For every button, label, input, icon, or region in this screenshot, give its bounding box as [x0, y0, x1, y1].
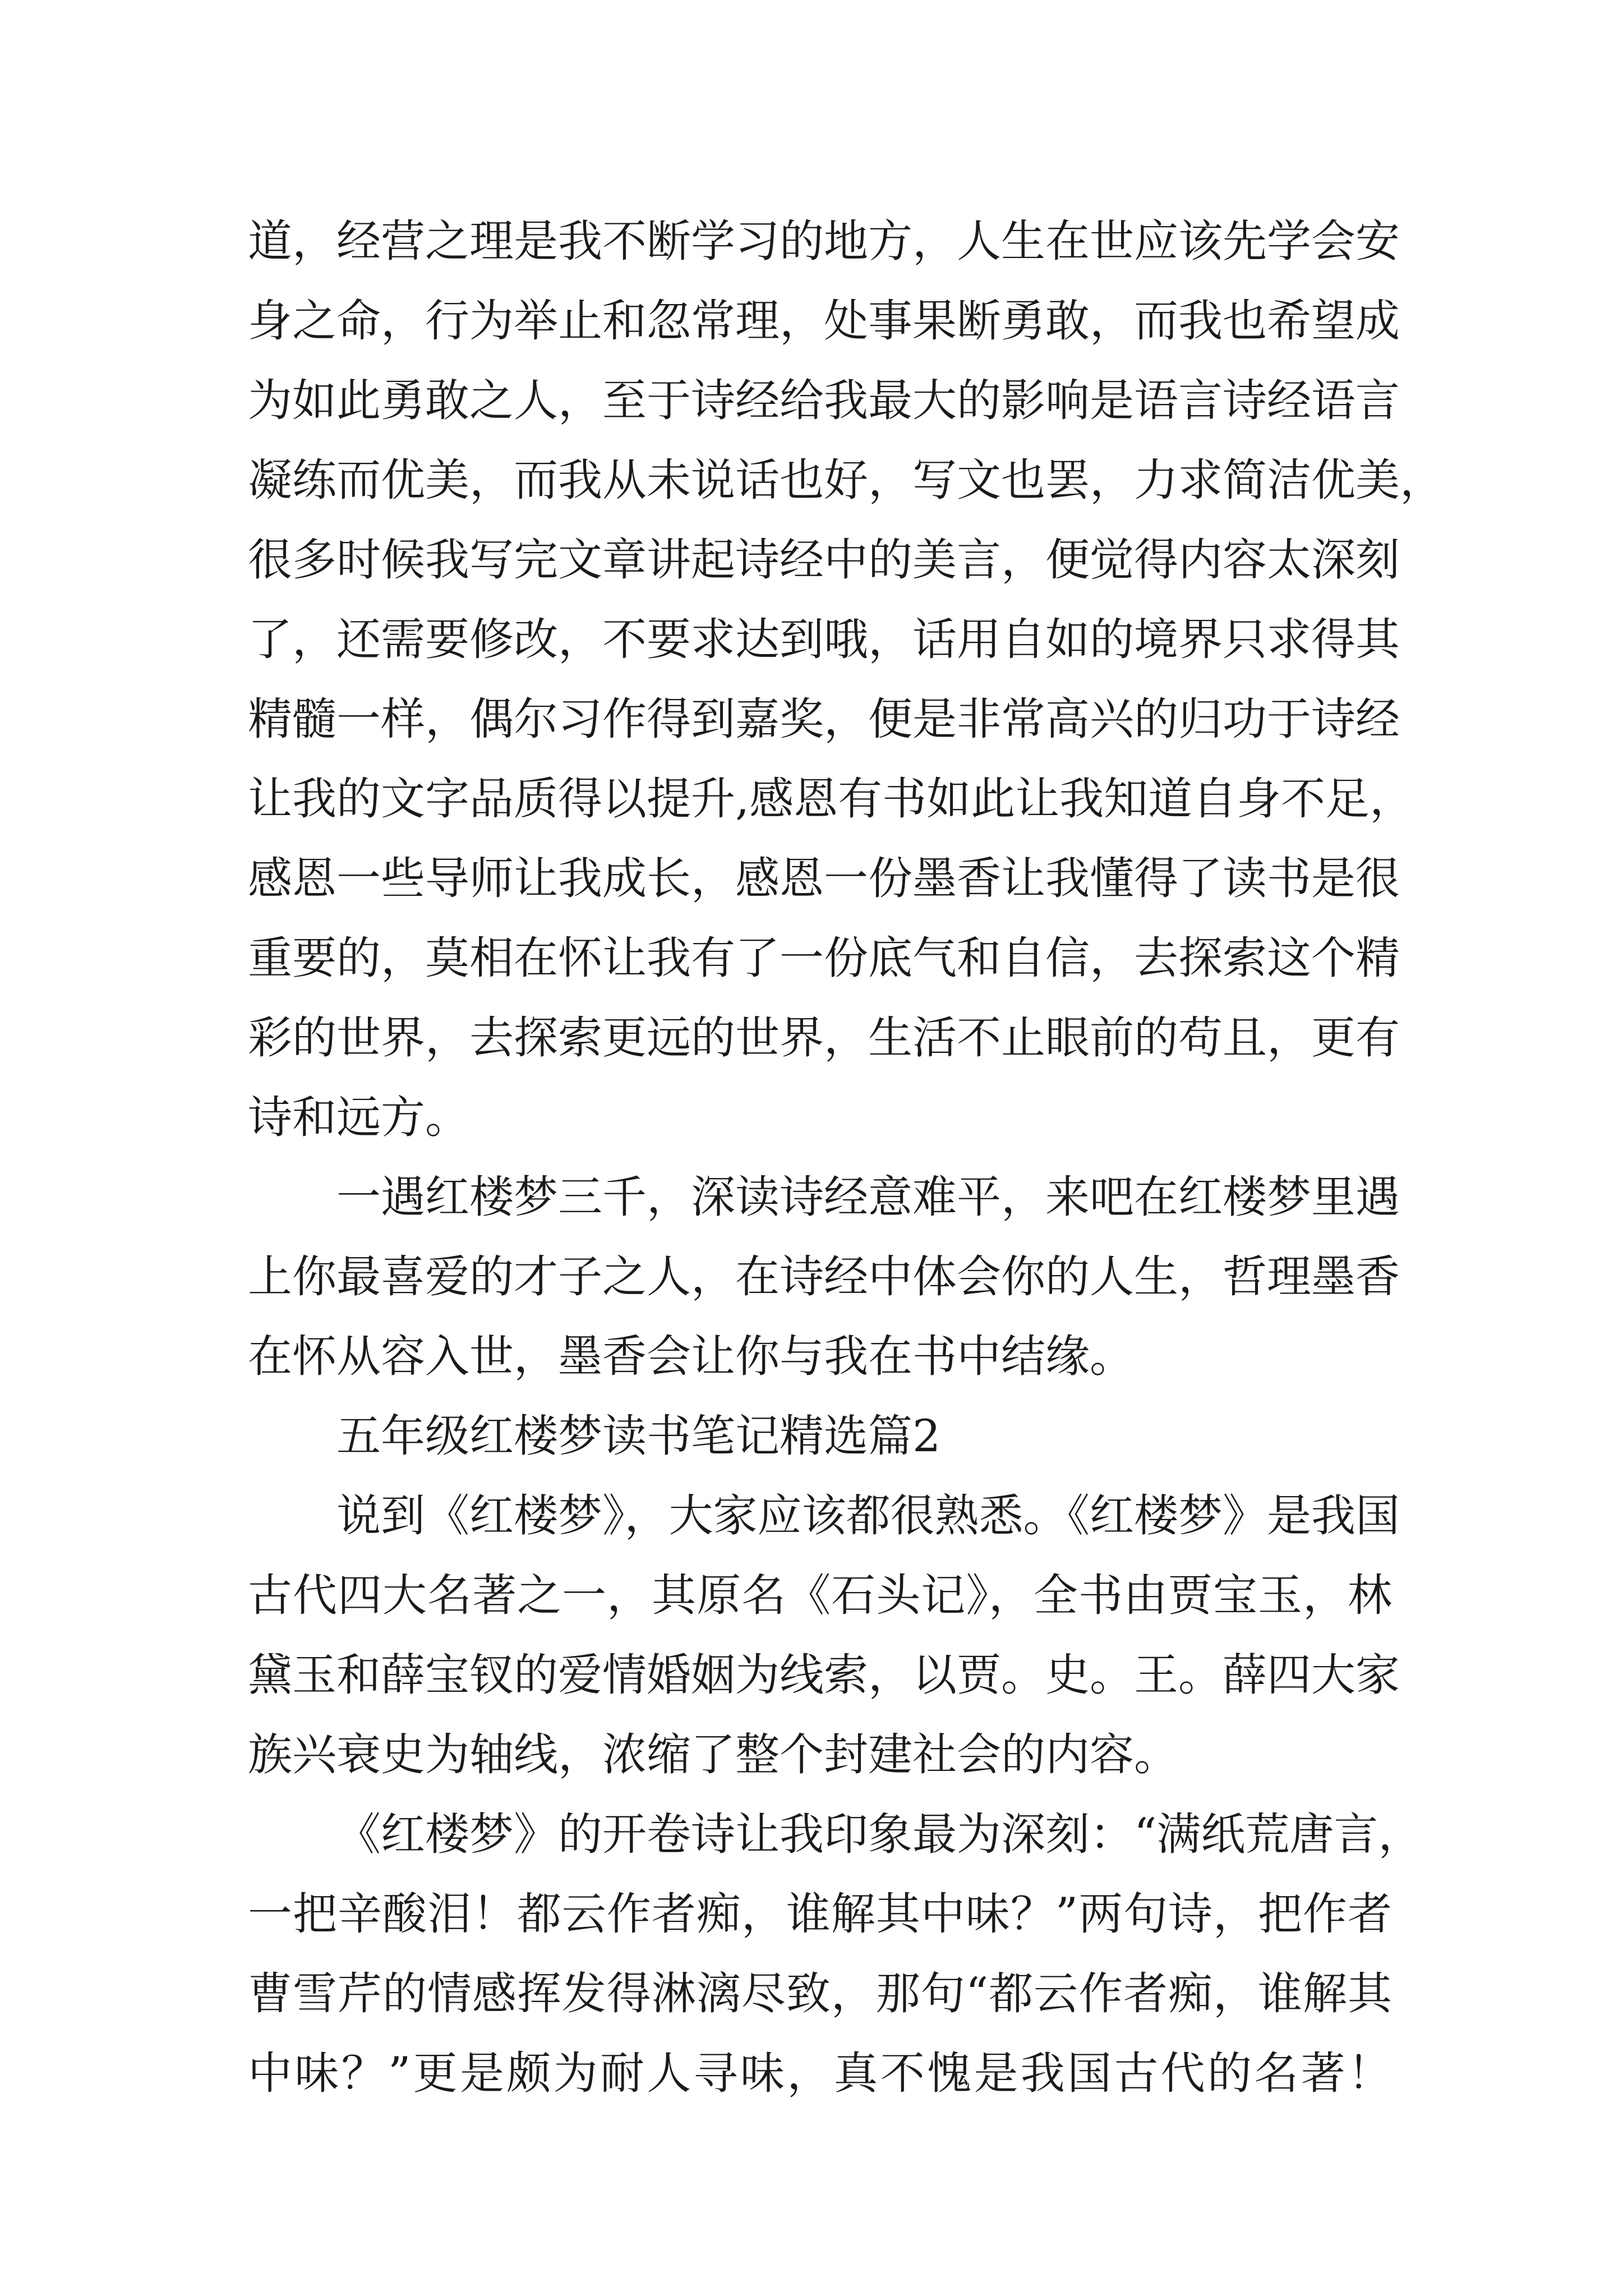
body-text-line: 诗和远方。 [248, 1092, 469, 1143]
body-text-line: 上你最喜爱的才子之人，在诗经中体会你的人生，哲理墨香 [248, 1251, 1400, 1303]
body-text-line: 中味？”更是颇为耐人寻味，真不愧是我国古代的名著！ [248, 2047, 1392, 2099]
body-text-line: 族兴衰史为轴线，浓缩了整个封建社会的内容。 [248, 1729, 1178, 1780]
body-text-line: 道，经营之理是我不断学习的地方，人生在世应该先学会安 [248, 215, 1400, 267]
body-text-line: 彩的世界，去探索更远的世界，生活不止眼前的苟且，更有 [248, 1012, 1400, 1064]
section-heading: 五年级红楼梦读书笔记精选篇2 [336, 1410, 941, 1462]
body-text-line: 身之命，行为举止和忽常理，处事果断勇敢，而我也希望成 [248, 295, 1400, 347]
body-text-line: 古代四大名著之一，其原名《石头记》，全书由贾宝玉，林 [248, 1570, 1392, 1621]
body-text-line: 一把辛酸泪！都云作者痴，谁解其中味？”两句诗，把作者 [248, 1888, 1392, 1940]
paragraph-first-line: 《红楼梦》的开卷诗让我印象最为深刻：“满纸荒唐言， [336, 1809, 1423, 1860]
body-text-line: 凝练而优美，而我从未说话也好，写文也罢，力求简洁优美， [248, 454, 1444, 506]
body-text-line: 了，还需要修改，不要求达到哦，话用自如的境界只求得其 [248, 614, 1400, 665]
body-text-line: 黛玉和薛宝钗的爱情婚姻为线索，以贾。史。王。薛四大家 [248, 1649, 1400, 1701]
body-text-line: 很多时候我写完文章讲起诗经中的美言，便觉得内容太深刻 [248, 534, 1400, 586]
body-text-line: 精髓一样，偶尔习作得到嘉奖，便是非常高兴的归功于诗经 [248, 693, 1400, 745]
body-text-line: 为如此勇敢之人，至于诗经给我最大的影响是语言诗经语言 [248, 375, 1400, 426]
body-text-line: 重要的，莫相在怀让我有了一份底气和自信，去探索这个精 [248, 932, 1400, 984]
paragraph-first-line: 说到《红楼梦》，大家应该都很熟悉。《红楼梦》是我国 [336, 1490, 1400, 1542]
body-text-line: 在怀从容入世，墨香会让你与我在书中结缘。 [248, 1331, 1134, 1382]
body-text-line: 曹雪芹的情感挥发得淋漓尽致，那句“都云作者痴，谁解其 [248, 1968, 1392, 2019]
paragraph-first-line: 一遇红楼梦三千，深读诗经意难平，来吧在红楼梦里遇 [336, 1171, 1400, 1223]
body-text-line: 让我的文字品质得以提升,感恩有书如此让我知道自身不足， [248, 773, 1414, 825]
body-text-line: 感恩一些导师让我成长，感恩一份墨香让我懂得了读书是很 [248, 853, 1400, 904]
